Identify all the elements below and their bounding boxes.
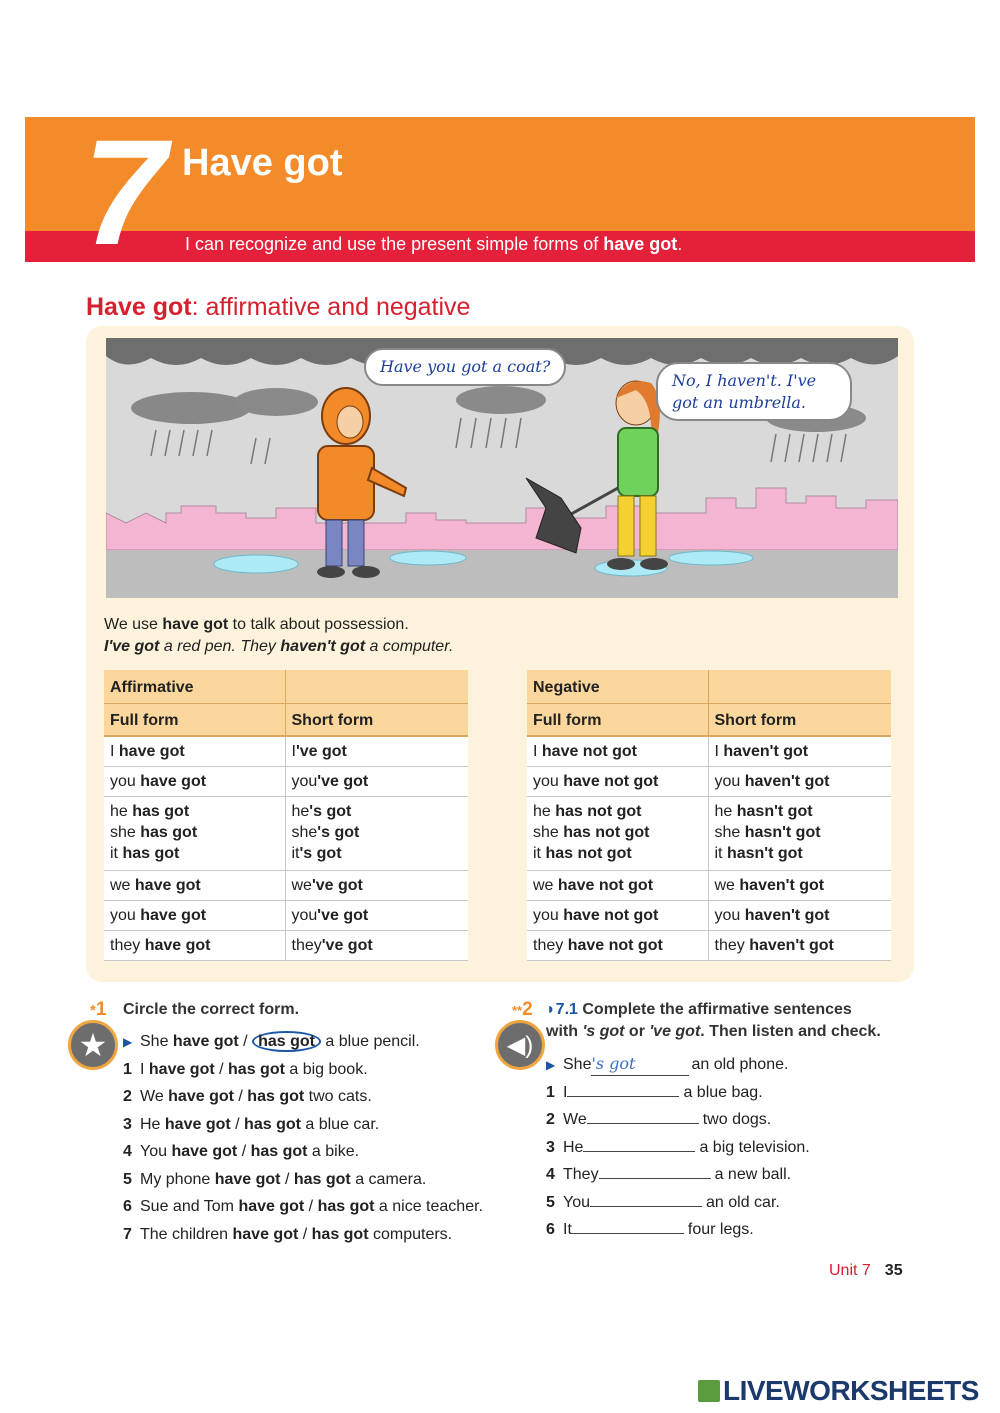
table-row: they have got they've got	[104, 930, 468, 960]
unit-objective: I can recognize and use the present simple forms of have got.	[185, 234, 683, 254]
option-has-got-circled[interactable]: has got	[252, 1031, 321, 1052]
option-have-got[interactable]: have got	[238, 1198, 305, 1215]
option-has-got[interactable]: has got	[317, 1198, 375, 1215]
option-has-got[interactable]: has got	[244, 1115, 301, 1133]
option-has-got[interactable]: has got	[228, 1060, 285, 1078]
exercise-1-item: 4 You have got / has got a bike.	[123, 1143, 360, 1160]
exercise-1-item: 2 We have got / has got two cats.	[123, 1088, 372, 1105]
exercise-2-item: 1 I a blue bag.	[546, 1081, 810, 1109]
negative-title: Negative	[527, 670, 708, 703]
exercise-1-item: 7 The children have got / has got computers.	[123, 1225, 453, 1243]
table-row: he has not got she has not got it has not got he hasn't got she hasn't got it hasn't got	[527, 796, 891, 870]
option-have-got[interactable]: have got	[164, 1115, 231, 1133]
option-have-got[interactable]: have got	[148, 1060, 215, 1078]
unit-number: 7	[83, 108, 163, 276]
option-has-got[interactable]: has got	[311, 1225, 369, 1243]
option-have-got[interactable]: have got	[171, 1143, 238, 1160]
column-full-form: Full form	[104, 703, 285, 736]
exercise-2-list	[546, 1053, 810, 1246]
table-row: they have not got they haven't got	[527, 930, 891, 960]
example-answer: 's got	[591, 1053, 689, 1076]
column-short-form: Short form	[708, 703, 891, 736]
affirmative-table	[104, 670, 468, 961]
option-has-got[interactable]: has got	[250, 1143, 308, 1160]
star-icon: ★	[68, 1020, 118, 1070]
column-full-form: Full form	[527, 703, 708, 736]
table-row: you have got you've got	[104, 900, 468, 930]
table-row: you have not got you haven't got	[527, 766, 891, 796]
page-footer: Unit 7 35	[829, 1262, 903, 1279]
cartoon-illustration	[106, 338, 898, 598]
exercise-1-item: 5 My phone have got / has got a camera.	[123, 1170, 427, 1188]
arrow-icon: ▶	[546, 1058, 556, 1072]
speech-bubble-boy: Have you got a coat?	[364, 348, 566, 386]
table-row: we have got we've got	[104, 870, 468, 900]
answer-blank[interactable]	[590, 1191, 702, 1207]
answer-blank[interactable]	[567, 1081, 679, 1097]
exercise-1-list	[123, 1031, 483, 1251]
affirmative-title: Affirmative	[104, 670, 285, 703]
option-have-got[interactable]: have got	[168, 1088, 234, 1105]
table-row: you have got you've got	[104, 766, 468, 796]
option-has-got[interactable]: has got	[247, 1088, 305, 1105]
option-have-got[interactable]: have got	[172, 1033, 239, 1050]
unit-banner	[25, 108, 975, 276]
table-row: I have got I've got	[104, 736, 468, 767]
negative-table	[527, 670, 891, 961]
intro-example: I've got a red pen. They haven't got a computer.	[104, 638, 454, 655]
answer-blank[interactable]	[583, 1136, 695, 1152]
exercise-2-item: 2 We two dogs.	[546, 1108, 810, 1136]
intro-text	[104, 614, 453, 658]
exercise-2-item: 4 They a new ball.	[546, 1163, 810, 1191]
answer-blank[interactable]	[599, 1163, 711, 1179]
exercise-1-number: *1	[90, 999, 107, 1020]
exercise-2-instruction: ◗7.1 Complete the affirmative sentences with 's got or 've got. Then listen and check.	[546, 1001, 881, 1040]
answer-blank[interactable]	[572, 1218, 684, 1234]
exercise-2-example: ▶ She's got an old phone.	[546, 1053, 810, 1081]
exercise-2-item: 6 It four legs.	[546, 1218, 810, 1246]
option-have-got[interactable]: have got	[214, 1170, 281, 1188]
column-short-form: Short form	[285, 703, 468, 736]
arrow-icon: ▶	[123, 1035, 133, 1049]
speech-bubble-girl: No, I haven't. I've got an umbrella.	[656, 362, 852, 421]
unit-title: Have got	[182, 142, 343, 184]
table-row: we have not got we haven't got	[527, 870, 891, 900]
table-row: I have not got I haven't got	[527, 736, 891, 767]
table-row: you have not got you haven't got	[527, 900, 891, 930]
audio-track-icon[interactable]: ◗	[546, 1001, 556, 1018]
exercise-2-number: **2	[512, 999, 533, 1020]
speaker-icon[interactable]: ◀)	[495, 1020, 545, 1070]
liveworksheets-logo: LIVEWORKSHEETS	[698, 1375, 979, 1407]
exercise-2-item: 5 You an old car.	[546, 1191, 810, 1219]
logo-icon	[698, 1380, 720, 1402]
answer-blank[interactable]	[587, 1108, 699, 1124]
exercise-1-example: ▶ She have got / has got a blue pencil.	[123, 1031, 483, 1059]
option-have-got[interactable]: have got	[232, 1225, 299, 1243]
exercise-1-instruction: Circle the correct form.	[123, 1001, 300, 1018]
option-has-got[interactable]: has got	[293, 1170, 351, 1188]
exercise-1-item: 1 I have got / has got a big book.	[123, 1060, 368, 1078]
exercise-1-item: 3 He have got / has got a blue car.	[123, 1115, 380, 1133]
table-row: he has got she has got it has got he's got she's got it's got	[104, 796, 468, 870]
section-heading: Have got: affirmative and negative	[86, 293, 471, 321]
intro-rule: We use have got to talk about possession.	[104, 616, 409, 633]
exercise-2-item: 3 He a big television.	[546, 1136, 810, 1164]
exercise-1-item: 6 Sue and Tom have got / has got a nice teacher.	[123, 1198, 483, 1215]
